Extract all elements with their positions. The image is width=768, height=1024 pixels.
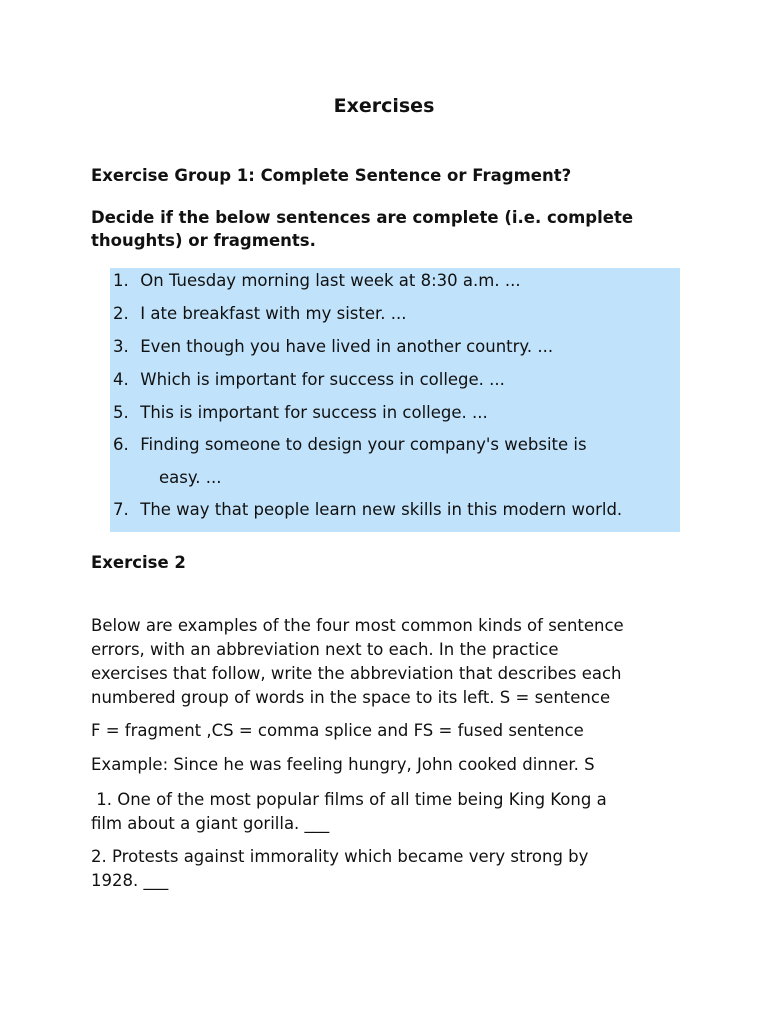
list-item [113,303,407,325]
exercise-item-2 [91,845,691,893]
list-item [113,499,622,521]
instructions-line-2: thoughts) or fragments. [91,231,316,250]
exercise-item-line: film about a giant gorilla. ___ [91,814,330,833]
intro-line: errors, with an abbreviation next to each. In the practice [91,640,559,659]
list-item [113,336,553,358]
list-item-continuation: easy. ... [159,468,222,487]
sentence-list [110,268,680,532]
list-item-text: This is important for success in college. ... [140,403,488,422]
list-item-number: 5. [113,403,129,422]
abbreviations-line: F = fragment ,CS = comma splice and FS = fused sentence [91,721,584,740]
list-item-number: 1. [113,271,129,290]
list-item [113,402,488,424]
exercise-2-heading: Exercise 2 [91,553,186,572]
list-item-text: The way that people learn new skills in this modern world. [140,500,623,519]
intro-line: Below are examples of the four most common kinds of sentence [91,616,624,635]
list-item [113,369,505,391]
exercise-group-1-heading: Exercise Group 1: Complete Sentence or Fragment? [91,166,572,185]
exercise-item-1 [91,788,691,836]
example-line: Example: Since he was feeling hungry, John cooked dinner. S [91,755,595,774]
instructions [91,206,691,252]
intro-line: numbered group of words in the space to its left. S = sentence [91,688,611,707]
list-item-text: On Tuesday morning last week at 8:30 a.m. ... [140,271,521,290]
exercise-item-line: 1. One of the most popular films of all time being King Kong a [91,790,607,809]
list-item-text: I ate breakfast with my sister. ... [140,304,407,323]
list-item [113,434,587,487]
page-title: Exercises [333,95,435,117]
list-item-number: 4. [113,370,129,389]
list-item-text: Even though you have lived in another country. ... [140,337,554,356]
intro-line: exercises that follow, write the abbreviation that describes each [91,664,622,683]
exercise-item-line: 2. Protests against immorality which became very strong by [91,847,589,866]
list-item [113,270,521,292]
exercise-2-intro [91,614,691,710]
exercise-item-line: 1928. ___ [91,871,169,890]
list-item-number: 3. [113,337,129,356]
list-item-number: 2. [113,304,129,323]
list-item-number: 6. [113,435,129,454]
list-item-number: 7. [113,500,129,519]
list-item-text: Which is important for success in college. ... [140,370,505,389]
list-item-text: Finding someone to design your company's website is [140,435,587,454]
instructions-line-1: Decide if the below sentences are complete (i.e. complete [91,208,634,227]
